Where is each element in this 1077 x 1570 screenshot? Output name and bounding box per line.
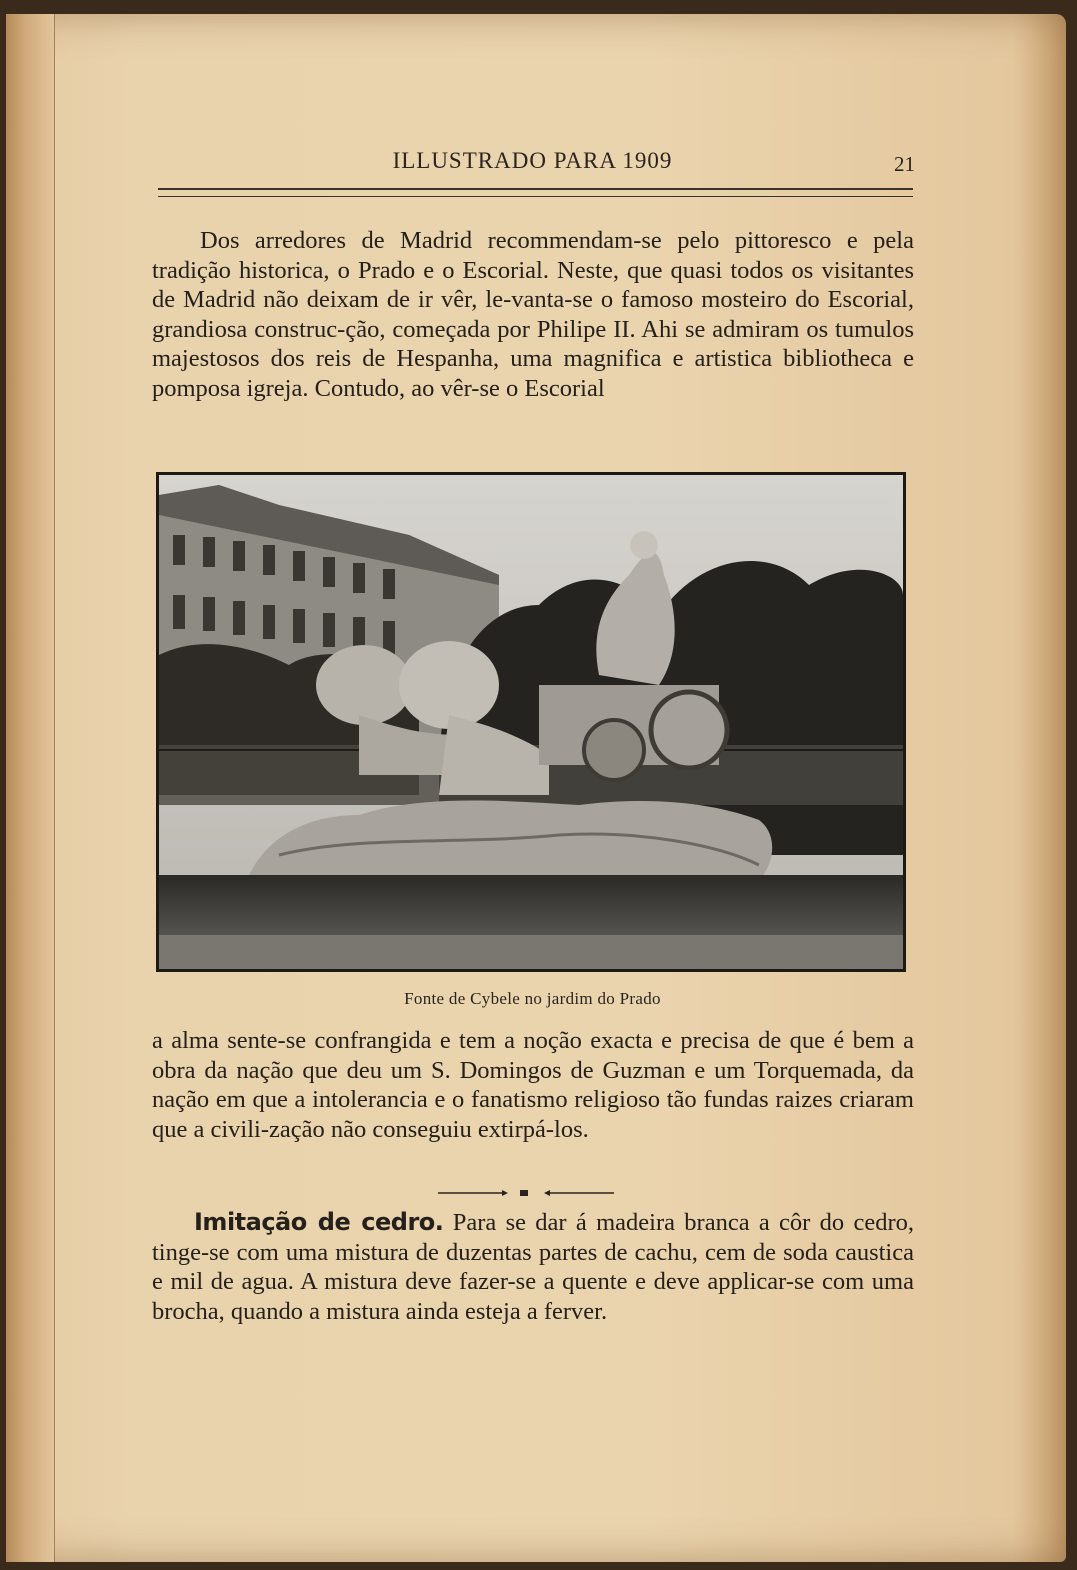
section-divider-ornament — [438, 1185, 614, 1201]
header-rule — [158, 188, 913, 197]
page-number: 21 — [894, 152, 915, 176]
section-cedar — [152, 1208, 914, 1326]
section-body: Para se dar á madeira branca a côr do cedro, tinge-se com uma mistura de duzentas partes de cachu, cem de soda caustica e mil de agua. A mistura deve fazer-se a quente e deve applicar-se com uma brocha, quando a mistura ainda esteja a ferver. — [152, 1209, 914, 1325]
fountain-illustration — [159, 475, 903, 969]
page-gutter — [6, 14, 55, 1562]
running-header — [150, 148, 915, 178]
figure-caption: Fonte de Cybele no jardim do Prado — [404, 989, 661, 1008]
section-heading: Imitação de cedro. — [194, 1208, 444, 1236]
header-title: ILLUSTRADO PARA 1909 — [392, 148, 673, 173]
fountain-photo — [156, 472, 906, 972]
paragraph-nation: a alma sente-se confrangida e tem a noção exacta e precisa de que é bem a obra da nação que deu um S. Domingos de Guzman e um Torquemada, da nação em que a intolerancia e o fanatismo religioso tão fundas raizes criaram que a civili-zação não conseguiu extirpá-los. — [152, 1027, 914, 1143]
paragraph-escorial: Dos arredores de Madrid recommendam-se pelo pittoresco e pela tradição historica, o Prado e o Escorial. Neste, que quasi todos os visitantes de Madrid não deixam de ir vêr, le-vanta-se o famoso mosteiro do Escorial, grandiosa construc-ção, começada por Philipe II. Ahi se admiram os tumulos majestosos dos reis de Hespanha, uma magnifica e artistica bibliotheca e pomposa igreja. Contudo, ao vêr-se o Escorial — [152, 227, 914, 402]
